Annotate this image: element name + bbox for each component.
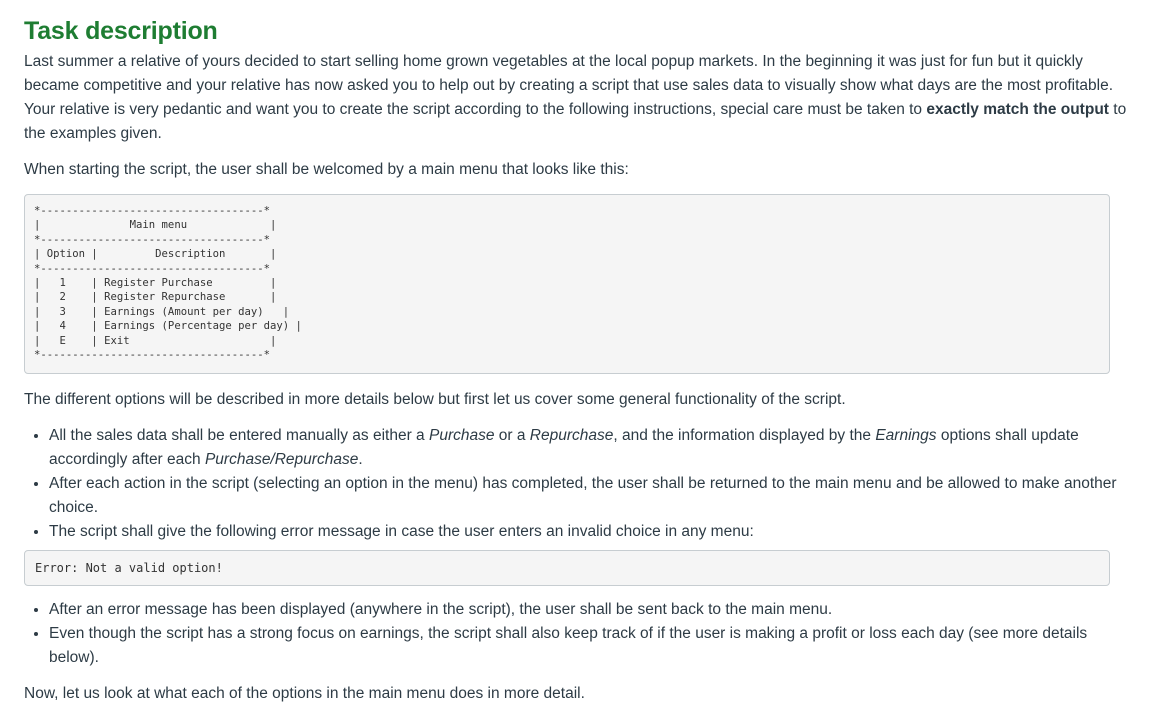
page-title: Task description (24, 17, 218, 45)
list-item: • After each action in the script (selecting an option in the menu) has completed, the user shall be returned to the main menu and be allowed to make another choice. (49, 472, 1130, 520)
emphasis-purchase: Purchase (428, 427, 495, 444)
additional-rules-list (24, 598, 1130, 670)
list-item-text: options shall update accordingly after each (49, 427, 1079, 468)
emphasis-purchase-repurchase: Purchase/Repurchase (204, 451, 359, 468)
list-item: • Even though the script has a strong focus on earnings, the script shall also keep track of if the user is making a profit or loss each day (see more details below). (49, 622, 1130, 670)
list-item-text: , and the information displayed by the (613, 427, 876, 444)
start-paragraph: When starting the script, the user shall be welcomed by a main menu that looks like this: (24, 161, 629, 178)
main-menu-code-block (24, 194, 1110, 374)
list-item-text: All the sales data shall be entered manually as either a (49, 427, 429, 444)
list-item-text: or a (494, 427, 530, 444)
intro-paragraph (24, 50, 1130, 146)
emphasis-repurchase: Repurchase (529, 427, 614, 444)
list-item: • The script shall give the following error message in case the user enters an invalid choice in any menu: (49, 520, 1130, 544)
intro-text-1: Last summer a relative of yours decided to start selling home grown vegetables at the local popup markets. In the beginning it was just for fun but it quickly became competitive and your relative has now asked you to help out by creating a script that use sales data to visually show what days are the most profitable. Your relative is very pedantic and want you to create the script according to the following instructions, special care must be taken to (24, 53, 1114, 118)
list-item (49, 424, 1130, 472)
main-menu-code: *-----------------------------------* | Main menu | *-----------------------------------* | Option | Description | *-----------------------------------* | 1 | Register Purchase | | 2 | Register Repurchase | | 3 | Earnings (Amount per day) | | 4 | Earnings (Percentage per day) | | E | Exit | *-----------------------------------* (34, 205, 302, 362)
intro-text-2: to the examples given. (24, 101, 1127, 142)
closing-paragraph: Now, let us look at what each of the options in the main menu does in more detail. (24, 685, 585, 702)
error-message-code-block (24, 550, 1110, 586)
error-message-code: Error: Not a valid option! (35, 561, 223, 575)
intro-bold-text: exactly match the output (926, 101, 1109, 118)
list-item: • After an error message has been displayed (anywhere in the script), the user shall be sent back to the main menu. (49, 598, 1130, 622)
list-item-text: . (358, 451, 363, 468)
general-functionality-paragraph: The different options will be described in more details below but first let us cover some general functionality of the script. (24, 391, 846, 408)
general-functionality-list (24, 424, 1130, 544)
emphasis-earnings: Earnings (875, 427, 937, 444)
